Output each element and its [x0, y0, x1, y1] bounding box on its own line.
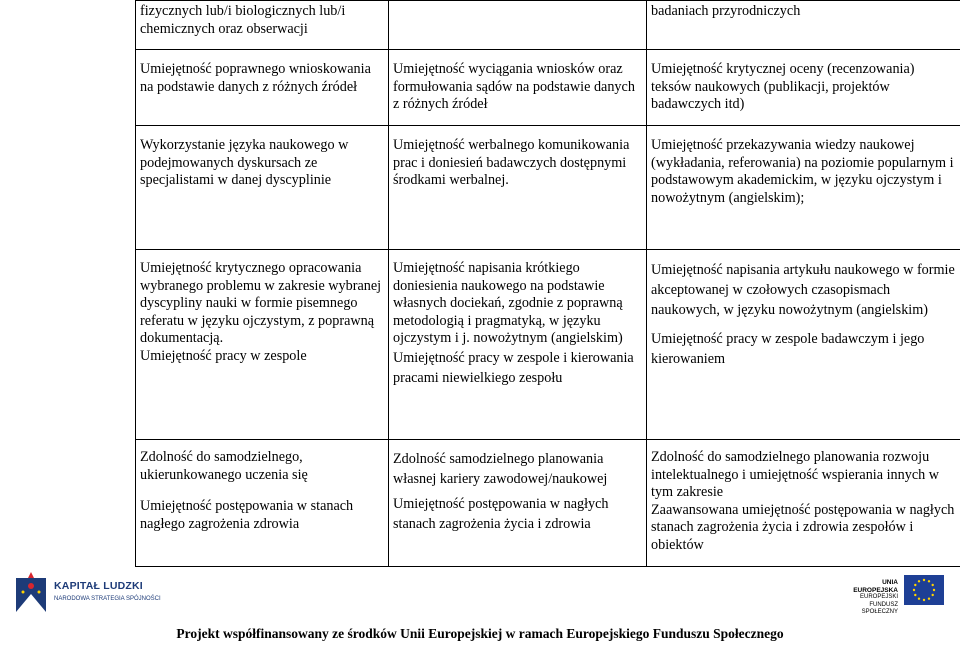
cell-text: Umiejętność pracy w zespole i kierowania pracami niewielkiego zespołu	[393, 349, 634, 386]
cell-text: Umiejętność napisania krótkiego doniesienia naukowego na podstawie własnych dociekań, zgodnie z poprawną metodologią i pragmatyką, w języku ojczystym i j. nowożytnym (angielskim)	[393, 260, 623, 347]
table-row	[136, 250, 960, 440]
eu-logo-text	[838, 579, 898, 617]
eu-flag-icon	[904, 575, 944, 605]
table-row	[136, 1, 960, 50]
cell-text: Umiejętność pracy w zespole	[140, 347, 307, 364]
cell-text: Umiejętność krytycznego opracowania wybranego problemu w zakresie wybranej dyscypliny nauki w formie pisemnego referatu w języku ojczystym, z poprawną dokumentacją.	[140, 260, 382, 347]
cell-text: Zdolność do samodzielnego planowania rozwoju intelektualnego i umiejętność wspierania innych w tym zakresie	[651, 449, 940, 501]
cell-text: Umiejętność wyciągania wniosków oraz formułowania sądów na podstawie danych z różnych źródeł	[393, 61, 635, 113]
eu-logo-line1: UNIA EUROPEJSKA	[853, 579, 898, 594]
cell-text: Zdolność samodzielnego planowania własnej kariery zawodowej/naukowej	[393, 451, 608, 487]
table-row	[136, 50, 960, 126]
table-row	[136, 440, 960, 567]
table-cell	[647, 50, 960, 126]
table-cell	[389, 1, 647, 50]
cell-text: Umiejętność napisania artykułu naukowego w formie akceptowanej w czołowych czasopismach naukowych, w języku nowożytnym (angielskim)	[651, 262, 955, 318]
cell-text: Umiejętność poprawnego wnioskowania na podstawie danych z różnych źródeł	[140, 61, 371, 95]
competency-table	[135, 0, 960, 567]
cell-text: Umiejętność krytycznej oceny (recenzowania) teksów naukowych (publikacji, projektów badawczych itd)	[651, 61, 915, 113]
table-cell	[389, 50, 647, 126]
cell-text: Umiejętność werbalnego komunikowania prac i doniesień badawczych dostępnymi środkami werbalnej.	[393, 137, 630, 189]
table-cell	[389, 440, 647, 567]
table-row	[136, 126, 960, 250]
table-cell	[136, 1, 389, 50]
eu-logo-line3: FUNDUSZ SPOŁECZNY	[861, 601, 898, 615]
cell-text: Umiejętność postępowania w stanach nagłego zagrożenia zdrowia	[140, 498, 354, 532]
table-cell	[136, 250, 389, 440]
kapital-ludzki-logo	[14, 572, 161, 616]
table-cell	[647, 440, 960, 567]
cell-text: Umiejętność pracy w zespole badawczym i jego kierowaniem	[651, 331, 925, 367]
footer-caption: Projekt współfinansowany ze środków Unii Europejskiej w ramach Europejskiego Funduszu Społecznego	[176, 626, 784, 641]
table-cell	[389, 126, 647, 250]
cell-text: Zdolność do samodzielnego, ukierunkowanego uczenia się	[140, 449, 308, 483]
table-cell	[647, 1, 960, 50]
table-cell	[136, 440, 389, 567]
logo-title: KAPITAŁ LUDZKI	[54, 580, 143, 592]
cell-text: Wykorzystanie języka naukowego w podejmowanych dyskursach ze specjalistami w danej dyscyplinie	[140, 137, 349, 189]
table-cell	[136, 50, 389, 126]
table-cell	[389, 250, 647, 440]
table-cell	[136, 126, 389, 250]
cell-text: Umiejętność przekazywania wiedzy naukowej (wykładania, referowania) na poziomie popularnym i podstawowym akademickim, w języku ojczystym i nowożytnym (angielskim);	[651, 137, 954, 206]
eu-logo-line2: EUROPEJSKI	[859, 594, 898, 600]
cell-text: Zaawansowana umiejętność postępowania w nagłych stanach zagrożenia życia i zdrowia zespołów i obiektów	[651, 501, 955, 553]
table-cell	[647, 250, 960, 440]
cell-text: fizycznych lub/i biologicznych lub/i chemicznych oraz obserwacji	[140, 3, 346, 37]
table-cell	[647, 126, 960, 250]
cell-text: Umiejętność postępowania w nagłych stanach zagrożenia życia i zdrowia	[393, 496, 609, 532]
kapital-ludzki-emblem-icon	[14, 572, 50, 616]
logo-subtitle: NARODOWA STRATEGIA SPÓJNOŚCI	[54, 596, 161, 602]
cell-text: badaniach przyrodniczych	[651, 3, 801, 19]
eu-logo	[838, 573, 946, 615]
